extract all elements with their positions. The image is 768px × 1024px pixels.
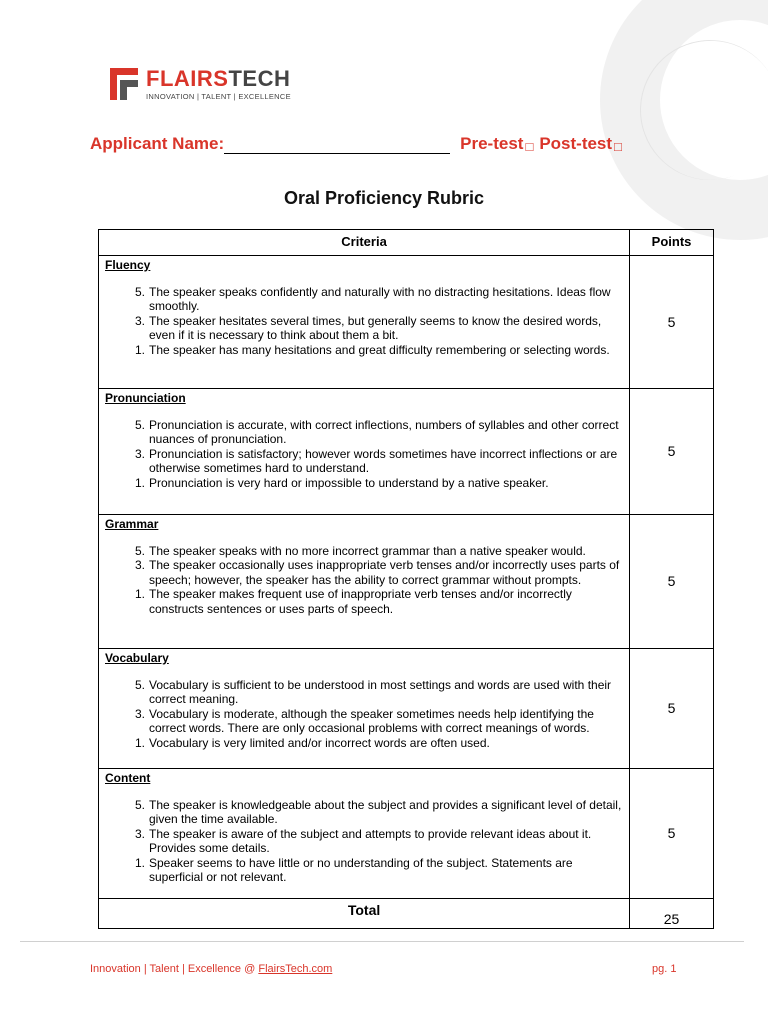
list-item: [127, 343, 623, 358]
level-description: Pronunciation is very hard or impossible to understand by a native speaker.: [149, 475, 549, 490]
flairstech-logo: [110, 68, 291, 104]
level-number: 5.: [134, 797, 145, 812]
list-item: [127, 544, 623, 559]
level-number: 5.: [134, 677, 145, 692]
criterion-name: Vocabulary: [105, 651, 169, 665]
points-cell: 5: [630, 389, 714, 515]
logo-tagline: INNOVATION | TALENT | EXCELLENCE: [146, 92, 291, 101]
level-number: 1.: [134, 342, 145, 357]
table-row: [99, 769, 714, 899]
footer-website-link[interactable]: FlairsTech.com: [258, 963, 333, 975]
criterion-name: Grammar: [105, 517, 159, 531]
posttest-label: Post-test: [539, 134, 613, 153]
level-number: 1.: [134, 587, 145, 601]
level-number: 5.: [134, 284, 145, 299]
logo-wordmark: FLAIRSTECH: [146, 66, 291, 91]
table-row: [99, 515, 714, 649]
level-number: 3.: [134, 706, 145, 721]
footer-divider: [20, 941, 744, 942]
level-number: 1.: [134, 855, 145, 870]
list-item: [127, 476, 623, 491]
level-description: The speaker hesitates several times, but generally seems to know the desired words, even if it is necessary to think about them a bit.: [149, 313, 602, 342]
list-item: [127, 447, 623, 476]
criteria-cell: [99, 515, 630, 649]
level-description: The speaker occasionally uses inappropriate verb tenses and/or incorrectly uses parts of speech; however, the speaker has the ability to correct grammar without prompts.: [149, 558, 620, 587]
level-number: 3.: [134, 558, 145, 572]
total-row: [99, 899, 714, 929]
list-item: [127, 707, 623, 736]
level-description: The speaker has many hesitations and great difficulty remembering or selecting words.: [149, 342, 610, 357]
level-list: [127, 285, 623, 358]
criteria-cell: [99, 256, 630, 389]
table-row: [99, 389, 714, 515]
points-header: Points: [630, 230, 714, 256]
criteria-header: Criteria: [99, 230, 630, 256]
total-value: 25: [630, 899, 714, 929]
list-item: [127, 827, 623, 856]
points-cell: 5: [630, 769, 714, 899]
pretest-label: Pre-test: [460, 134, 524, 153]
page-title: Oral Proficiency Rubric: [283, 188, 485, 208]
page-number: pg. 1: [652, 963, 677, 975]
footer-tagline: Innovation | Talent | Excellence @ FlairsTech.com: [90, 963, 333, 975]
criterion-name: Fluency: [105, 258, 151, 272]
level-number: 5.: [134, 543, 145, 558]
level-description: The speaker is aware of the subject and attempts to provide relevant ideas about it. Provides some details.: [149, 826, 592, 855]
level-description: The speaker speaks confidently and naturally with no distracting hesitations. Ideas flow smoothly.: [149, 284, 611, 313]
level-description: Vocabulary is sufficient to be understood in most settings and words are used with their correct meaning.: [149, 677, 612, 706]
pretest-checkbox[interactable]: □: [525, 139, 534, 154]
level-list: [127, 418, 623, 491]
table-row: [99, 649, 714, 769]
level-number: 3.: [134, 446, 145, 461]
list-item: [127, 798, 623, 827]
total-label: Total: [99, 899, 630, 929]
level-number: 5.: [134, 417, 145, 432]
level-number: 1.: [134, 735, 145, 750]
applicant-name-label: Applicant Name:: [90, 134, 225, 153]
criterion-name: Content: [105, 771, 151, 785]
criteria-cell: [99, 769, 630, 899]
points-cell: 5: [630, 256, 714, 389]
rubric-table: [98, 229, 714, 929]
level-description: Vocabulary is moderate, although the speaker sometimes needs help identifying the correct words. There are only occasional problems with correct meanings of words.: [149, 706, 594, 735]
level-list: [127, 544, 623, 617]
list-item: [127, 856, 623, 885]
list-item: [127, 558, 623, 587]
table-row: [99, 256, 714, 389]
logo-mark-icon: [110, 68, 140, 100]
level-list: [127, 798, 623, 885]
level-number: 3.: [134, 826, 145, 841]
criterion-name: Pronunciation: [105, 391, 186, 405]
level-description: The speaker is knowledgeable about the subject and provides a significant level of detail, given the time available.: [149, 797, 622, 826]
list-item: [127, 314, 623, 343]
list-item: [127, 587, 623, 616]
criteria-cell: [99, 649, 630, 769]
level-description: Vocabulary is very limited and/or incorrect words are often used.: [149, 735, 490, 750]
level-list: [127, 678, 623, 751]
points-cell: 5: [630, 515, 714, 649]
list-item: [127, 285, 623, 314]
table-header-row: [99, 230, 714, 256]
list-item: [127, 418, 623, 447]
level-description: The speaker speaks with no more incorrect grammar than a native speaker would.: [149, 543, 586, 558]
applicant-name-field[interactable]: [224, 136, 450, 154]
level-number: 1.: [134, 475, 145, 490]
posttest-checkbox[interactable]: □: [614, 139, 622, 154]
level-description: Pronunciation is accurate, with correct inflections, numbers of syllables and other correct nuances of pronunciation.: [149, 417, 619, 446]
list-item: [127, 678, 623, 707]
level-description: The speaker makes frequent use of inappropriate verb tenses and/or incorrectly constructs sentences or uses parts of speech.: [149, 587, 572, 616]
list-item: [127, 736, 623, 751]
level-number: 3.: [134, 313, 145, 328]
criteria-cell: [99, 389, 630, 515]
points-cell: 5: [630, 649, 714, 769]
level-description: Pronunciation is satisfactory; however words sometimes have incorrect inflections or are otherwise sometimes hard to understand.: [149, 446, 618, 475]
level-description: Speaker seems to have little or no understanding of the subject. Statements are superficial or not relevant.: [149, 855, 573, 884]
applicant-header: [90, 134, 650, 154]
